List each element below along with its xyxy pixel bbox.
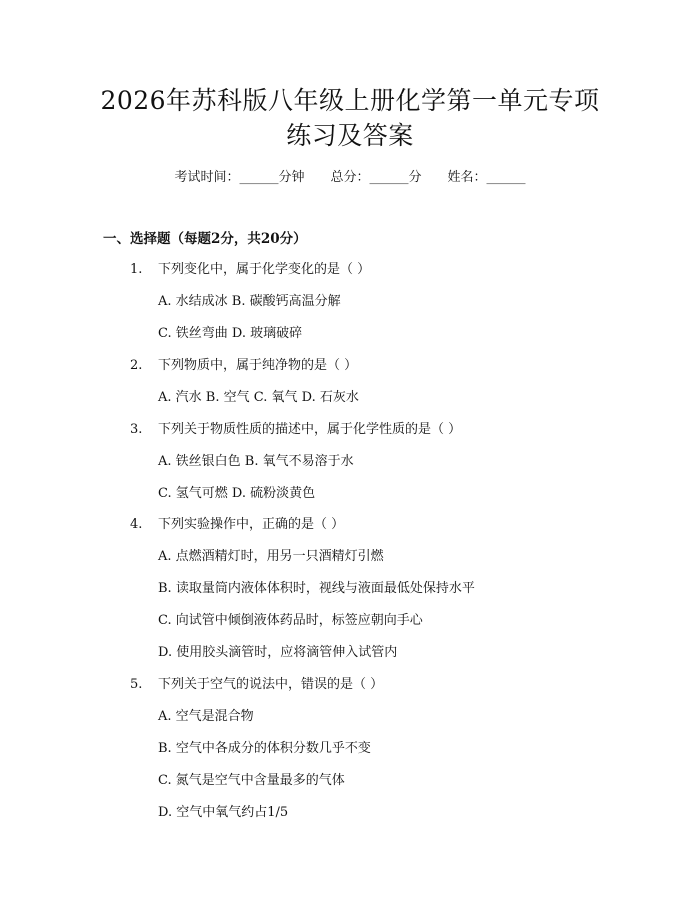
question-3 — [130, 421, 461, 439]
question-5-option-d: D. 空气中氧气约占1/5 — [158, 805, 289, 820]
question-1-options-row-1: A. 水结成冰 B. 碳酸钙高温分解 — [158, 294, 341, 309]
student-name-field: 姓名：______ — [447, 170, 526, 185]
question-number: 2. — [130, 358, 143, 373]
question-text: 下列变化中，属于化学变化的是（ ） — [158, 262, 371, 277]
question-2-options-row-1: A. 汽水 B. 空气 C. 氧气 D. 石灰水 — [158, 390, 359, 405]
question-number: 1. — [130, 262, 143, 277]
page-title-line2: 练习及答案 — [286, 121, 414, 150]
question-text: 下列关于空气的说法中，错误的是（ ） — [158, 677, 384, 692]
question-4-option-c: C. 向试管中倾倒液体药品时，标签应朝向手心 — [158, 613, 423, 628]
question-3-options-row-1: A. 铁丝银白色 B. 氧气不易溶于水 — [158, 454, 354, 469]
question-1-options-row-2: C. 铁丝弯曲 D. 玻璃破碎 — [158, 326, 303, 341]
question-4-option-b: B. 读取量筒内液体体积时，视线与液面最低处保持水平 — [158, 581, 475, 596]
total-score-field: 总分：______分 — [330, 170, 422, 185]
question-5 — [130, 676, 383, 694]
exam-time-field: 考试时间：______分钟 — [174, 170, 305, 185]
section-heading-multiple-choice: 一、选择题（每题2分，共20分） — [103, 231, 307, 247]
question-5-option-c: C. 氮气是空气中含量最多的气体 — [158, 773, 345, 788]
question-number: 3. — [130, 422, 143, 437]
question-text: 下列关于物质性质的描述中，属于化学性质的是（ ） — [158, 422, 462, 437]
question-4-option-a: A. 点燃酒精灯时，用另一只酒精灯引燃 — [158, 549, 384, 564]
question-number: 4. — [130, 517, 143, 532]
exam-meta — [0, 169, 700, 187]
question-1 — [130, 261, 370, 279]
question-text: 下列物质中，属于纯净物的是（ ） — [158, 358, 358, 373]
question-3-options-row-2: C. 氢气可燃 D. 硫粉淡黄色 — [158, 486, 316, 501]
question-number: 5. — [130, 677, 143, 692]
question-5-option-b: B. 空气中各成分的体积分数几乎不变 — [158, 741, 371, 756]
question-4-option-d: D. 使用胶头滴管时，应将滴管伸入试管内 — [158, 645, 398, 660]
question-5-option-a: A. 空气是混合物 — [158, 709, 254, 724]
question-4 — [130, 516, 344, 534]
question-2 — [130, 357, 357, 375]
page-title-line1: 2026年苏科版八年级上册化学第一单元专项 — [100, 86, 600, 115]
question-text: 下列实验操作中，正确的是（ ） — [158, 517, 345, 532]
